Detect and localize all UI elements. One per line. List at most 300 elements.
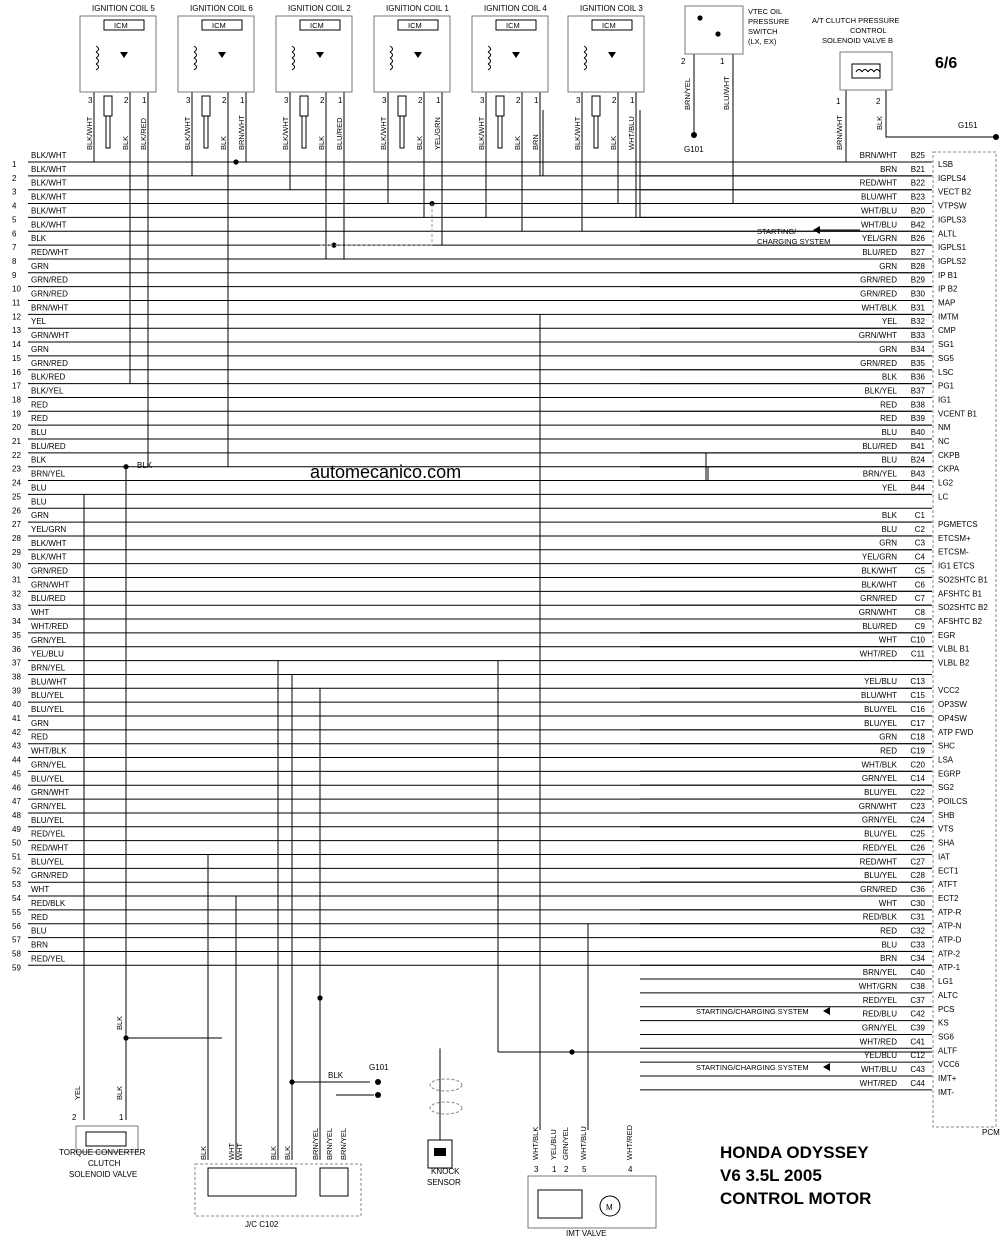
- pcm-pin: C43: [910, 1065, 925, 1074]
- pcm-wire-label: WHT/RED: [859, 1078, 897, 1088]
- coil-pin: 1: [630, 96, 635, 105]
- row-number: 16: [12, 367, 21, 377]
- imt-pin: 5: [582, 1165, 587, 1174]
- switch-contact: [700, 18, 718, 26]
- coil-pin: 1: [436, 96, 441, 105]
- diode-icon: [120, 52, 128, 58]
- coil-wire-label: BLK/WHT: [183, 116, 192, 150]
- spark-plug-body: [594, 116, 598, 148]
- pcm-signal: SO2SHTC B1: [938, 575, 988, 585]
- left-wire-label: BRN/WHT: [31, 303, 69, 313]
- left-wire-label: RED: [31, 414, 48, 424]
- arrow-icon: [813, 226, 820, 234]
- pcm-pin: C40: [910, 968, 925, 978]
- pcm-pin: B41: [910, 441, 925, 451]
- row-number: 13: [12, 326, 21, 336]
- row-number: 57: [12, 935, 21, 945]
- pcm-pin: C15: [910, 691, 925, 701]
- imt-wire-label: GRN/YEL: [561, 1127, 570, 1160]
- pcm-pin: C4: [914, 552, 925, 562]
- coil-winding: [488, 64, 491, 70]
- pcm-signal: IGPLS3: [938, 215, 967, 225]
- pcm-wire-label: BLU: [881, 428, 897, 437]
- pcm-wire-label: RED/YEL: [862, 843, 897, 853]
- row-number: 23: [12, 464, 21, 474]
- pcm-wire-label: WHT/BLU: [861, 220, 897, 230]
- left-wire-label: RED/WHT: [31, 247, 69, 257]
- pcm-signal: IGPLS2: [938, 256, 967, 266]
- pcm-pin: C32: [910, 926, 925, 936]
- pcm-wire-label: BLU/RED: [862, 247, 897, 257]
- coil-winding: [390, 46, 393, 52]
- tcc-wire-label: BLK: [115, 1015, 124, 1030]
- row-number: 12: [12, 312, 21, 322]
- ground-blk-label: BLK: [328, 1071, 344, 1080]
- pcm-pin: C28: [910, 871, 925, 881]
- ground-icon: [375, 1092, 381, 1098]
- pcm-signal: VCC6: [938, 1060, 960, 1070]
- coil-winding: [488, 46, 491, 52]
- spark-plug-body: [498, 116, 502, 148]
- pcm-wire-label: WHT/BLK: [861, 303, 897, 313]
- coil-winding: [488, 58, 491, 64]
- jc-wire-label: BRN/YEL: [311, 1127, 320, 1160]
- coil-pin: 3: [284, 96, 289, 105]
- row-number: 53: [12, 880, 21, 890]
- pcm-signal: ECT1: [938, 866, 959, 876]
- row-number: 24: [12, 478, 21, 488]
- jc-label: J/C C102: [245, 1220, 279, 1229]
- row-number: 34: [12, 617, 21, 627]
- row-number: 33: [12, 603, 21, 613]
- pcm-signal: MAP: [938, 298, 956, 308]
- pcm-signal: ATP-R: [938, 907, 962, 917]
- knock-element: [434, 1148, 446, 1156]
- left-wire-label: BLU/YEL: [31, 857, 64, 867]
- left-wire-label: BLU: [31, 483, 47, 493]
- imt-wire-label: YEL/BLU: [549, 1129, 558, 1160]
- coil-pin: 1: [240, 96, 245, 105]
- left-wire-label: BLK/WHT: [31, 552, 67, 562]
- left-wire-label: GRN: [31, 511, 49, 521]
- pcm-pin: C36: [910, 884, 925, 894]
- g101-lower-label: G101: [369, 1063, 389, 1072]
- pcm-pin: C6: [914, 580, 925, 590]
- row-number: 48: [12, 810, 21, 820]
- diode-icon: [512, 52, 520, 58]
- pcm-signal: NM: [938, 423, 951, 433]
- atc-ground-label: G151: [958, 121, 978, 130]
- left-wire-label: GRN/RED: [31, 566, 68, 576]
- row-number: 4: [12, 201, 17, 211]
- left-wire-label: YEL/GRN: [31, 524, 67, 534]
- pcm-signal: CKPA: [938, 464, 960, 474]
- pcm-signal: ALTC: [938, 990, 958, 1000]
- row-number: 1: [12, 160, 17, 169]
- pcm-wire-label: BRN: [880, 954, 897, 964]
- imt-box: [528, 1176, 656, 1228]
- left-wire-label: RED/YEL: [31, 829, 66, 839]
- pcm-wire-label: YEL/GRN: [861, 234, 897, 244]
- pcm-pin: B22: [910, 178, 925, 188]
- pcm-wire-label: RED/YEL: [862, 995, 897, 1005]
- coil-pin: 3: [480, 96, 485, 105]
- pcm-wire-label: WHT/RED: [859, 1037, 897, 1047]
- spark-plug: [300, 96, 308, 116]
- pcm-wire-label: WHT/RED: [859, 649, 897, 659]
- coil-winding: [292, 64, 295, 70]
- pcm-pin: C33: [910, 940, 925, 950]
- pcm-signal: IMTM: [938, 312, 959, 322]
- pcm-pin: C13: [910, 677, 925, 687]
- left-wire-label: YEL/BLU: [31, 649, 64, 659]
- wire-layer: [28, 54, 996, 1160]
- row-number: 31: [12, 575, 21, 585]
- coil-pin: 3: [382, 96, 387, 105]
- label-layer: [12, 4, 988, 1174]
- pcm-signal: VTPSW: [938, 201, 967, 211]
- pcm-signal: IGPLS4: [938, 173, 967, 183]
- coil-pin: 1: [142, 96, 147, 105]
- row-number: 28: [12, 533, 21, 543]
- pcm-wire-label: BLK/WHT: [861, 580, 897, 590]
- pcm-signal: ETCSM+: [938, 533, 971, 543]
- coil-wire-label: BLK/RED: [139, 117, 148, 150]
- coil-wire-label: BRN/WHT: [237, 115, 246, 150]
- pcm-label: PCM: [982, 1128, 1000, 1137]
- coil-wire-label: BLK/WHT: [379, 116, 388, 150]
- coil-winding: [584, 58, 587, 64]
- imt-element: [538, 1190, 582, 1218]
- pcm-signal: CMP: [938, 326, 956, 336]
- pcm-signal: VCC2: [938, 686, 960, 696]
- pcm-pin: C8: [914, 607, 925, 617]
- row-number: 20: [12, 423, 21, 433]
- pcm-pin: B31: [910, 303, 925, 313]
- watermark: automecanico.com: [310, 462, 462, 482]
- diode-icon: [608, 52, 616, 58]
- spark-plug-body: [302, 116, 306, 148]
- row-number: 52: [12, 866, 21, 876]
- tcc-pin: 1: [119, 1113, 124, 1122]
- pcm-wire-label: BLU: [881, 524, 897, 534]
- jc-wire-label: BLK: [199, 1145, 208, 1160]
- pcm-signal: AFSHTC B1: [938, 589, 983, 599]
- coil-winding: [96, 58, 99, 64]
- tcc-pin: 2: [72, 1113, 77, 1122]
- pcm-signal: SHA: [938, 838, 955, 848]
- atc-box: [840, 52, 892, 90]
- coil-wire-label: BLK/WHT: [281, 116, 290, 150]
- starting-charging-label-4: STARTING/CHARGING SYSTEM: [696, 1063, 809, 1072]
- row-number: 49: [12, 824, 21, 834]
- pcm-wire-label: YEL: [881, 317, 897, 327]
- pcm-pin: C42: [910, 1009, 925, 1019]
- pcm-wire-label: WHT: [878, 898, 897, 908]
- row-number: 5: [12, 215, 17, 225]
- pcm-signal: ATP-2: [938, 949, 961, 959]
- jc-box: [195, 1164, 361, 1216]
- left-wire-label: WHT/RED: [31, 621, 69, 631]
- row-number: 22: [12, 450, 21, 460]
- coil-pin: 2: [222, 96, 227, 105]
- pcm-wire-label: RED/BLU: [862, 1009, 897, 1019]
- splice-dot: [317, 995, 322, 1000]
- pcm-signal: ATP-1: [938, 963, 961, 973]
- splice-dot: [123, 464, 128, 469]
- row-number: 43: [12, 741, 21, 751]
- shield-icon: [430, 1102, 462, 1114]
- pcm-signal: IAT: [938, 852, 950, 862]
- left-wire-label: BLK/WHT: [31, 178, 67, 188]
- switch-point: [715, 31, 720, 36]
- jc-wire-label: BRN/YEL: [325, 1127, 334, 1160]
- pcm-pin: C24: [910, 815, 925, 825]
- pcm-signal: LG2: [938, 478, 954, 488]
- pcm-pin: C18: [910, 732, 925, 742]
- vtec-wire-label: BLU/WHT: [722, 76, 731, 110]
- pcm-wire-label: RED/WHT: [859, 857, 897, 867]
- solenoid-winding: [874, 70, 880, 73]
- row-number: 21: [12, 437, 21, 446]
- coil-winding: [96, 64, 99, 70]
- arrow-icon: [823, 1063, 830, 1071]
- splice-dot: [289, 1079, 294, 1084]
- pcm-wire-label: RED: [880, 414, 897, 424]
- imt-label: IMT VALVE: [566, 1229, 607, 1238]
- pcm-signal: IP B2: [938, 284, 958, 294]
- pcm-wire-label: GRN/WHT: [858, 331, 897, 341]
- pcm-wire-label: BLU/WHT: [861, 691, 897, 701]
- title-line-2: V6 3.5L 2005: [720, 1166, 822, 1185]
- coil-winding: [194, 52, 197, 58]
- atc-label: CONTROL: [850, 26, 887, 35]
- pcm-pin: C7: [914, 594, 925, 604]
- jc-wire-label: BLK: [283, 1145, 292, 1160]
- jc-wire-label: BLK: [269, 1145, 278, 1160]
- left-wire-label: GRN/WHT: [31, 788, 70, 798]
- left-wire-label: BLK/WHT: [31, 164, 67, 174]
- shield-icon: [430, 1079, 462, 1091]
- pcm-pin: C17: [910, 718, 925, 728]
- row-number: 2: [12, 173, 17, 183]
- pcm-pin: C38: [910, 981, 925, 991]
- vtec-pin: 1: [720, 57, 725, 66]
- pcm-wire-label: BLK/WHT: [861, 566, 897, 576]
- knock-label-1: KNOCK: [431, 1167, 460, 1176]
- vtec-label: SWITCH: [748, 27, 778, 36]
- row-number: 38: [12, 672, 21, 682]
- coil-title: IGNITION COIL 6: [190, 4, 253, 13]
- coil-wire-label: BLK: [609, 135, 618, 150]
- row-number: 36: [12, 644, 21, 654]
- coil-winding: [96, 46, 99, 52]
- pcm-signal: VLBL B2: [938, 658, 970, 668]
- shield-wire: [320, 204, 432, 246]
- pcm-pin: C12: [910, 1051, 925, 1061]
- spark-plug-body: [400, 116, 404, 148]
- pcm-wire-label: GRN: [879, 538, 897, 548]
- pcm-wire-label: YEL/BLU: [864, 677, 897, 687]
- left-wire-label: BRN/YEL: [31, 663, 66, 673]
- row-number: 8: [12, 256, 17, 266]
- pcm-wire-label: GRN: [879, 732, 897, 742]
- pcm-signal: IG1 ETCS: [938, 561, 975, 571]
- title-line-3: CONTROL MOTOR: [720, 1189, 872, 1208]
- pcm-signal: OP4SW: [938, 713, 967, 723]
- pcm-wire-label: RED: [880, 400, 897, 410]
- pcm-signal: LSC: [938, 367, 954, 377]
- pcm-pin: C2: [914, 524, 925, 534]
- coil-winding: [390, 64, 393, 70]
- row-number: 32: [12, 589, 21, 599]
- left-wire-label: RED/WHT: [31, 843, 69, 853]
- pcm-wire-label: BLK: [881, 372, 897, 382]
- pcm-signal: PG1: [938, 381, 955, 391]
- pcm-wire-label: GRN/RED: [860, 594, 897, 604]
- jc-wire-label: WHT: [235, 1142, 244, 1160]
- pcm-signal: IP B1: [938, 270, 958, 280]
- pcm-signal: SO2SHTC B2: [938, 603, 988, 613]
- spark-plug-body: [204, 116, 208, 148]
- pcm-wire-label: GRN/YEL: [861, 774, 897, 784]
- row-number: 25: [12, 492, 21, 502]
- pcm-pin: C16: [910, 704, 925, 714]
- pcm-signal: EGRP: [938, 769, 961, 779]
- atc-wire-label: BRN/WHT: [835, 115, 844, 150]
- pcm-signal: IMT-: [938, 1087, 954, 1097]
- tcc-solenoid-icon: [86, 1132, 126, 1146]
- coil-title: IGNITION COIL 3: [580, 4, 643, 13]
- solenoid-winding: [856, 70, 862, 73]
- coil-pin: 1: [534, 96, 539, 105]
- pcm-pin: C26: [910, 843, 925, 853]
- pcm-wire-label: YEL/GRN: [861, 552, 897, 562]
- coil-title: IGNITION COIL 2: [288, 4, 351, 13]
- pcm-pin: B34: [910, 344, 925, 354]
- imt-pin: 1: [552, 1165, 557, 1174]
- coil-winding: [390, 58, 393, 64]
- left-wire-label: RED: [31, 912, 48, 922]
- pcm-wire-label: BRN: [880, 164, 897, 174]
- vtec-ground-label: G101: [684, 145, 704, 154]
- pcm-wire-label: BRN/WHT: [859, 151, 897, 160]
- row-number: 56: [12, 921, 21, 931]
- pcm-pin: C14: [910, 774, 925, 784]
- pcm-pin: C23: [910, 801, 925, 811]
- pcm-wire-label: BLU/YEL: [864, 704, 897, 714]
- left-wire-label: BLU/YEL: [31, 705, 64, 714]
- pcm-wire-label: RED/BLK: [862, 912, 897, 922]
- pcm-pin: C31: [910, 912, 925, 922]
- coil-pin: 3: [186, 96, 191, 105]
- row-number: 29: [12, 547, 21, 557]
- atc-label: SOLENOID VALVE B: [822, 36, 893, 45]
- pcm-signal: POILCS: [938, 797, 968, 806]
- row-number: 55: [12, 907, 21, 917]
- left-wire-label: WHT: [31, 608, 50, 618]
- row-number: 50: [12, 838, 21, 848]
- imt-wire-label: WHT/RED: [625, 1125, 634, 1160]
- pcm-wire-label: YEL: [881, 483, 897, 493]
- spark-plug: [398, 96, 406, 116]
- pcm-signal: PGMETCS: [938, 520, 978, 529]
- coil-wire-label: BLU/RED: [335, 117, 344, 150]
- starting-charging-label-1: STARTING/: [757, 227, 797, 236]
- coil-pin: 2: [612, 96, 617, 105]
- diode-icon: [218, 52, 226, 58]
- left-wire-label: BLK/WHT: [31, 151, 67, 160]
- row-number: 54: [12, 894, 21, 904]
- arrow-icon: [823, 1007, 830, 1015]
- coil-winding: [292, 52, 295, 58]
- pcm-pin: C37: [910, 995, 925, 1005]
- coil-winding: [194, 46, 197, 52]
- row-number: 14: [12, 340, 21, 350]
- pcm-wire-label: BRN/YEL: [862, 968, 897, 978]
- left-wire-label: BLK: [31, 234, 47, 244]
- splice-dot: [123, 1035, 128, 1040]
- pcm-pin: B39: [910, 414, 925, 424]
- coil-wire-label: BLK: [317, 135, 326, 150]
- left-wire-label: GRN/RED: [31, 275, 68, 285]
- pcm-wire-label: WHT/BLK: [861, 760, 897, 770]
- coil-title: IGNITION COIL 1: [386, 4, 449, 13]
- pcm-pin: B23: [910, 192, 925, 202]
- atc-label: A/T CLUTCH PRESSURE: [812, 16, 900, 25]
- pcm-signal: KS: [938, 1018, 949, 1028]
- title-line-1: HONDA ODYSSEY: [720, 1143, 869, 1162]
- vtec-box: [685, 6, 743, 54]
- pcm-wire-label: BLU/RED: [862, 621, 897, 631]
- coil-pin: 2: [124, 96, 129, 105]
- pcm-pin: C34: [910, 954, 925, 964]
- coil-wire-label: YEL/GRN: [433, 117, 442, 150]
- spark-plug-body: [106, 116, 110, 148]
- pcm-signal: SHC: [938, 741, 955, 751]
- left-wire-label: BLU/WHT: [31, 677, 67, 687]
- pcm-wire-label: WHT/BLU: [861, 1065, 897, 1074]
- coil-wire-label: BLK: [415, 135, 424, 150]
- spark-plug: [496, 96, 504, 116]
- icm-label: ICM: [114, 21, 128, 30]
- coil-winding: [194, 64, 197, 70]
- left-wire-label: GRN/RED: [31, 358, 68, 368]
- pcm-wire-label: GRN/RED: [860, 884, 897, 894]
- coil-wire-label: BLK: [121, 135, 130, 150]
- pcm-signal: CKPB: [938, 450, 960, 460]
- coil-winding: [292, 58, 295, 64]
- pcm-pin: C30: [910, 898, 925, 908]
- pcm-wire-label: GRN/YEL: [861, 1023, 897, 1033]
- pcm-wire-label: GRN/RED: [860, 358, 897, 368]
- atc-wire: [886, 90, 996, 137]
- pcm-wire-label: BLU/WHT: [861, 192, 897, 202]
- pcm-pin: C9: [914, 621, 925, 631]
- left-wire-label: GRN/RED: [31, 289, 68, 299]
- icm-label: ICM: [602, 21, 616, 30]
- pcm-pin: B20: [910, 206, 925, 216]
- pcm-pin: C5: [914, 566, 925, 576]
- pcm-signal: LG1: [938, 977, 954, 987]
- left-wire-label: RED/YEL: [31, 954, 66, 964]
- vtec-label: PRESSURE: [748, 17, 790, 26]
- left-wire-label: BLK/WHT: [31, 220, 67, 230]
- pcm-signal: SG5: [938, 353, 955, 363]
- pcm-pin: B28: [910, 261, 925, 271]
- tcc-label-3: SOLENOID VALVE: [69, 1170, 138, 1179]
- row-number: 58: [12, 949, 21, 959]
